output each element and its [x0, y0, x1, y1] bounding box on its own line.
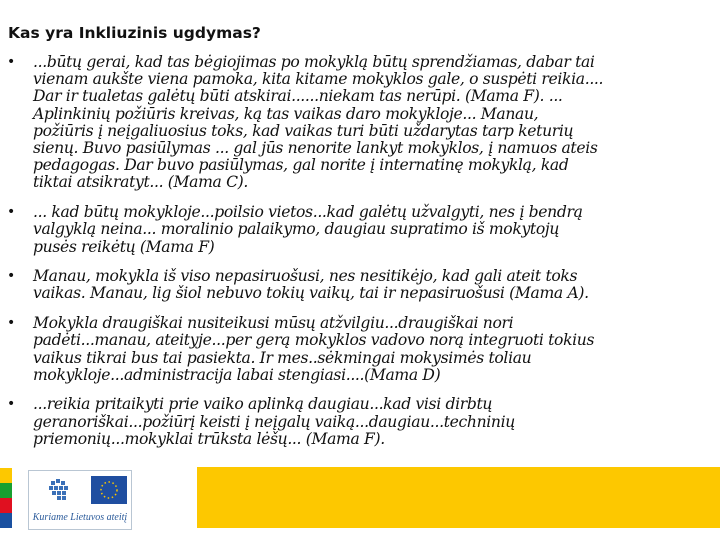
bullet-dot-icon: •	[7, 268, 16, 285]
quote-line: ... kad būtų mokykloje...poilsio vietos...kad galėtų užvalgyti, nes į bendrą	[33, 203, 583, 222]
bullet-list	[0, 54, 720, 461]
quote-line: tiktai atsikratyt... (Mama C).	[33, 173, 248, 192]
flag-stripe-red	[0, 498, 12, 513]
quote-line: ...reikia pritaikyti prie vaiko aplinką daugiau...kad visi dirbtų	[33, 395, 493, 414]
bullet-dot-icon: •	[7, 315, 16, 332]
quote-line: Mokykla draugiškai nusiteikusi mūsų atžvilgiu...draugiškai nori	[33, 314, 514, 333]
footer-yellow-bar	[197, 467, 720, 528]
bullet-dot-icon: •	[7, 396, 16, 413]
quote-line: pusės reikėtų (Mama F)	[33, 237, 215, 256]
flag-stripe-blue	[0, 513, 12, 528]
bullet-item	[0, 54, 720, 192]
quote-line: valgyklą neina... moralinio palaikymo, daugiau supratimo iš mokytojų	[33, 220, 560, 239]
quote-line: geranoriškai...požiūrį keisti į neįgalų vaiką...daugiau...techninių	[33, 412, 515, 431]
quote-line: vaikas. Manau, lig šiol nebuvo tokių vaikų, tai ir nepasiruošusi (Mama A).	[33, 284, 589, 303]
quote-line: Aplinkinių požiūris kreivas, ką tas vaikas daro mokykloje... Manau,	[33, 104, 539, 123]
bullet-item	[0, 204, 720, 256]
quote-line: Dar ir tualetas galėtų būti atskirai......niekam tas nerūpi. (Mama F). ...	[33, 87, 563, 106]
quote-line: priemonių...mokyklai trūksta lėšų... (Mama F).	[33, 429, 385, 448]
bullet-item	[0, 315, 720, 384]
flag-stripe-green	[0, 483, 12, 498]
quote-line: pedagogas. Dar buvo pasiūlymas, gal norite į internatinę mokyklą, kad	[33, 156, 569, 175]
quote-line: požiūris į neįgaliuosius toks, kad vaikas turi būti uždarytas tarp keturių	[33, 121, 574, 140]
bullet-item	[0, 268, 720, 302]
quote-line: mokykloje...administracija labai stengiasi....(Mama D)	[33, 365, 441, 384]
esf-logo	[28, 470, 132, 530]
quote-line: ...būtų gerai, kad tas bėgiojimas po mokyklą būtų sprendžiamas, dabar tai	[33, 53, 595, 71]
quote-line: Manau, mokykla iš viso nepasiruošusi, nes nesitikėjo, kad gali ateit toks	[33, 267, 578, 286]
lithuania-map-icon	[29, 473, 131, 513]
quote-line: vaikus tikrai bus tai pasiekta. Ir mes..sėkmingai mokysimės toliau	[33, 348, 532, 367]
bullet-item	[0, 396, 720, 448]
slide-title: Kas yra Inkliuzinis ugdymas?	[8, 24, 261, 42]
logo-caption: Kuriame Lietuvos ateitį	[32, 512, 128, 523]
bullet-dot-icon: •	[7, 204, 16, 221]
quote-line: sienų. Buvo pasiūlymas ... gal jūs nenorite lankyt mokyklos, į namuos ateis	[33, 139, 598, 158]
quote-line: padėti...manau, ateityje...per gerą mokyklos vadovo norą integruoti tokius	[33, 331, 595, 350]
bullet-dot-icon: •	[7, 54, 16, 70]
quote-line: vienam aukšte viena pamoka, kita kitame mokyklos gale, o suspėti reikia....	[33, 70, 604, 89]
eu-flag-icon	[91, 476, 127, 504]
flag-stripe-yellow	[0, 468, 12, 483]
